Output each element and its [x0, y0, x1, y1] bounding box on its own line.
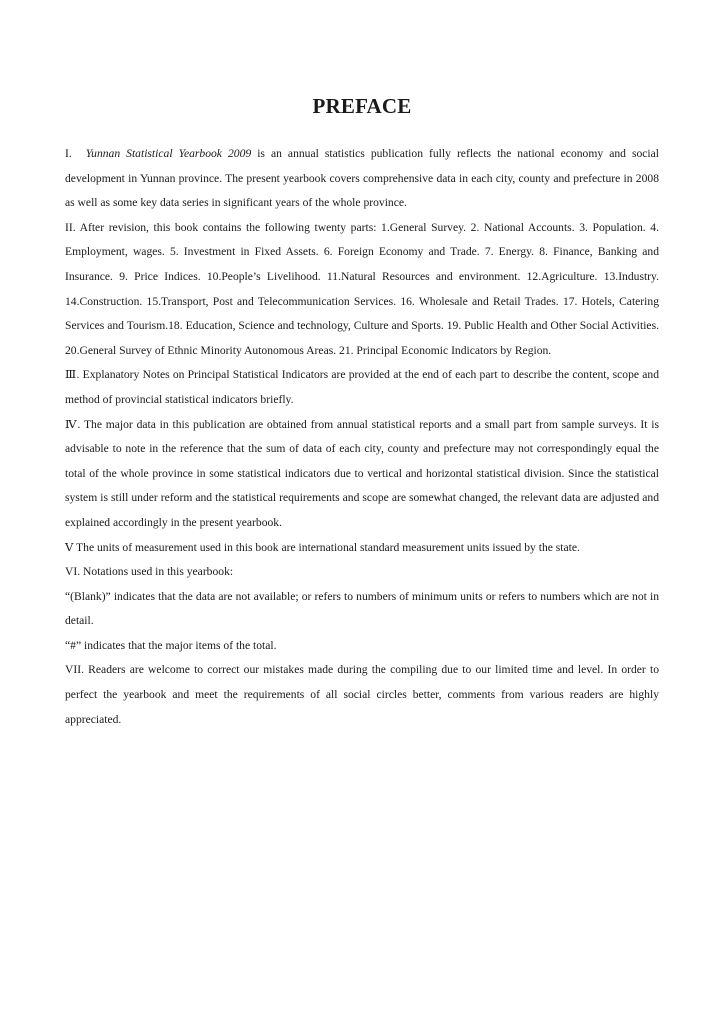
paragraph-8: “#” indicates that the major items of the total.	[65, 638, 277, 652]
paragraph-2: II. After revision, this book contains the following twenty parts: 1.General Survey. 2. National Accounts. 3. Population. 4. Employment, wages. 5. Investment in Fixed Assets. 6. Foreign Economy and Trade. 7. Energy. 8. Finance, Banking and Insurance. 9. Price Indices. 10.People’s Livelihood. 11.Natural Resources and environment. 12.Agriculture. 13.Industry. 14.Construction. 15.Transport, Post and Telecommunication Services. 16. Wholesale and Retail Trades. 17. Hotels, Catering Services and Tourism.18. Education, Science and technology, Culture and Sports. 19. Public Health and Other Social Activities. 20.General Survey of Ethnic Minority Autonomous Areas. 21. Principal Economic Indicators by Region.	[65, 220, 659, 357]
paragraph-1	[65, 142, 659, 216]
paragraph-1-text: is an annual statistics publication fully reflects the national economy and social development in Yunnan province. The present yearbook covers comprehensive data in each city, county and prefecture in 2008 as well as some key data series in significant years of the whole province.	[65, 147, 659, 210]
paragraph-3: Ⅲ. Explanatory Notes on Principal Statistical Indicators are provided at the end of each part to describe the content, scope and method of provincial statistical indicators briefly.	[65, 368, 659, 406]
preface-body	[65, 142, 659, 732]
paragraph-6: VI. Notations used in this yearbook:	[65, 565, 234, 579]
paragraph-5: Ⅴ The units of measurement used in this book are international standard measurement units issued by the state.	[65, 540, 580, 554]
paragraph-9: VII. Readers are welcome to correct our mistakes made during the compiling due to our limited time and level. In order to perfect the yearbook and meet the requirements of all social circles better, comments from various readers are highly appreciated.	[65, 663, 659, 726]
paragraph-1-marker: I.	[65, 147, 72, 160]
page-title: PREFACE	[312, 94, 412, 118]
yearbook-title: Yunnan Statistical Yearbook 2009	[85, 147, 252, 160]
paragraph-4: Ⅳ. The major data in this publication are obtained from annual statistical reports and a small part from sample surveys. It is advisable to note in the reference that the sum of data of each city, county and prefecture may not correspondingly equal the total of the whole province in some statistical indicators due to vertical and horizontal statistical division. Since the statistical system is still under reform and the statistical requirements and scope are somewhat changed, the relevant data are adjusted and explained accordingly in the present yearbook.	[65, 417, 659, 529]
paragraph-7: “(Blank)” indicates that the data are not available; or refers to numbers of minimum units or refers to numbers which are not in detail.	[65, 589, 659, 628]
